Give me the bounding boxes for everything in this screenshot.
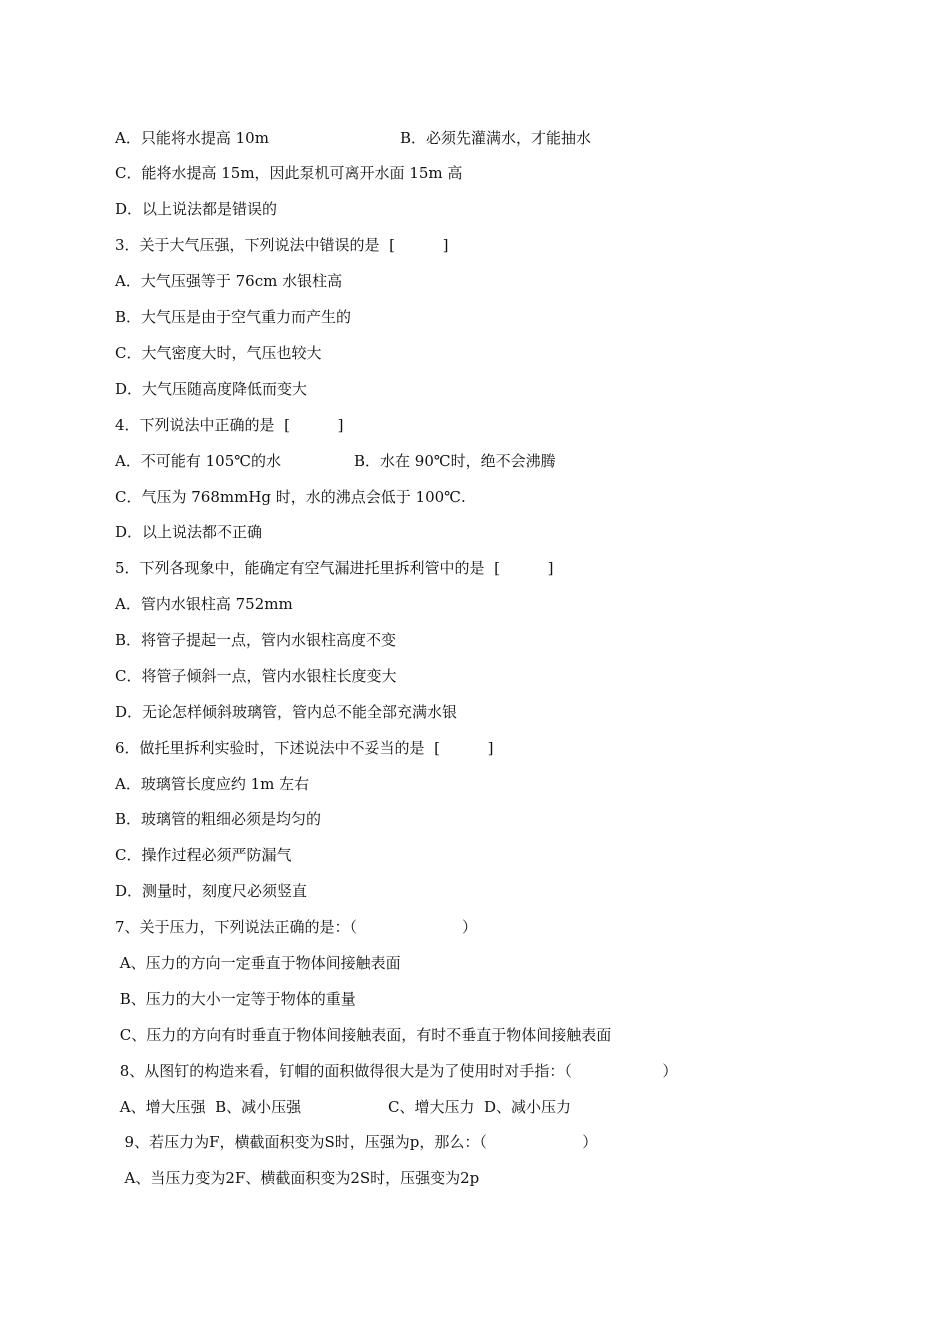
q3-option-a: A．大气压强等于 76cm 水银柱高 [115, 272, 343, 290]
q5-option-b: B．将管子提起一点，管内水银柱高度不变 [115, 631, 397, 649]
q9-stem: 9、若压力为F，横截面积变为S时，压强为p，那么：（ ） [115, 1133, 598, 1151]
q2-option-c: C．能将水提高 15m，因此泵机可离开水面 15m 高 [115, 164, 463, 182]
q7-option-c: C、压力的方向有时垂直于物体间接触表面，有时不垂直于物体间接触表面 [115, 1026, 612, 1044]
q8-stem: 8、从图钉的构造来看，钉帽的面积做得很大是为了使用时对手指：（ ） [115, 1062, 678, 1080]
q3-option-b: B．大气压是由于空气重力而产生的 [115, 308, 352, 326]
q5-option-d: D．无论怎样倾斜玻璃管，管内总不能全部充满水银 [115, 703, 458, 721]
q5-option-c: C．将管子倾斜一点，管内水银柱长度变大 [115, 667, 397, 685]
q6-stem: 6．做托里拆利实验时，下述说法中不妥当的是 [ ] [115, 739, 494, 757]
q4-stem: 4．下列说法中正确的是 [ ] [115, 416, 344, 434]
q4-option-c: C．气压为 768mmHg 时，水的沸点会低于 100℃. [115, 488, 466, 506]
q6-option-b: B．玻璃管的粗细必须是均匀的 [115, 810, 322, 828]
q3-stem: 3．关于大气压强，下列说法中错误的是 [ ] [115, 236, 449, 254]
q6-option-c: C．操作过程必须严防漏气 [115, 846, 292, 864]
q2-option-b: B．必须先灌满水，才能抽水 [400, 129, 592, 147]
q3-option-c: C．大气密度大时，气压也较大 [115, 344, 322, 362]
q8-options-ab: A、增大压强 B、减小压强 [115, 1098, 302, 1116]
q4-option-d: D．以上说法都不正确 [115, 523, 263, 541]
q4-option-a: A．不可能有 105℃的水 [115, 452, 282, 470]
q7-stem: 7、关于压力，下列说法正确的是：（ ） [115, 918, 477, 936]
q2-option-a: A．只能将水提高 10m [115, 129, 269, 147]
q2-option-d: D．以上说法都是错误的 [115, 200, 278, 218]
q6-option-a: A．玻璃管长度应约 1m 左右 [115, 775, 310, 793]
q5-stem: 5．下列各现象中，能确定有空气漏进托里拆利管中的是 [ ] [115, 559, 554, 577]
q4-option-b: B．水在 90℃时，绝不会沸腾 [354, 452, 556, 470]
q9-option-a: A、当压力变为2F、横截面积变为2S时，压强变为2p [115, 1169, 480, 1187]
q7-option-b: B、压力的大小一定等于物体的重量 [115, 990, 356, 1008]
q8-options-cd: C、增大压力 D、减小压力 [388, 1098, 572, 1116]
q7-option-a: A、压力的方向一定垂直于物体间接触表面 [115, 954, 401, 972]
q5-option-a: A．管内水银柱高 752mm [115, 595, 293, 613]
q3-option-d: D．大气压随高度降低而变大 [115, 380, 308, 398]
q6-option-d: D．测量时，刻度尺必须竖直 [115, 882, 308, 900]
